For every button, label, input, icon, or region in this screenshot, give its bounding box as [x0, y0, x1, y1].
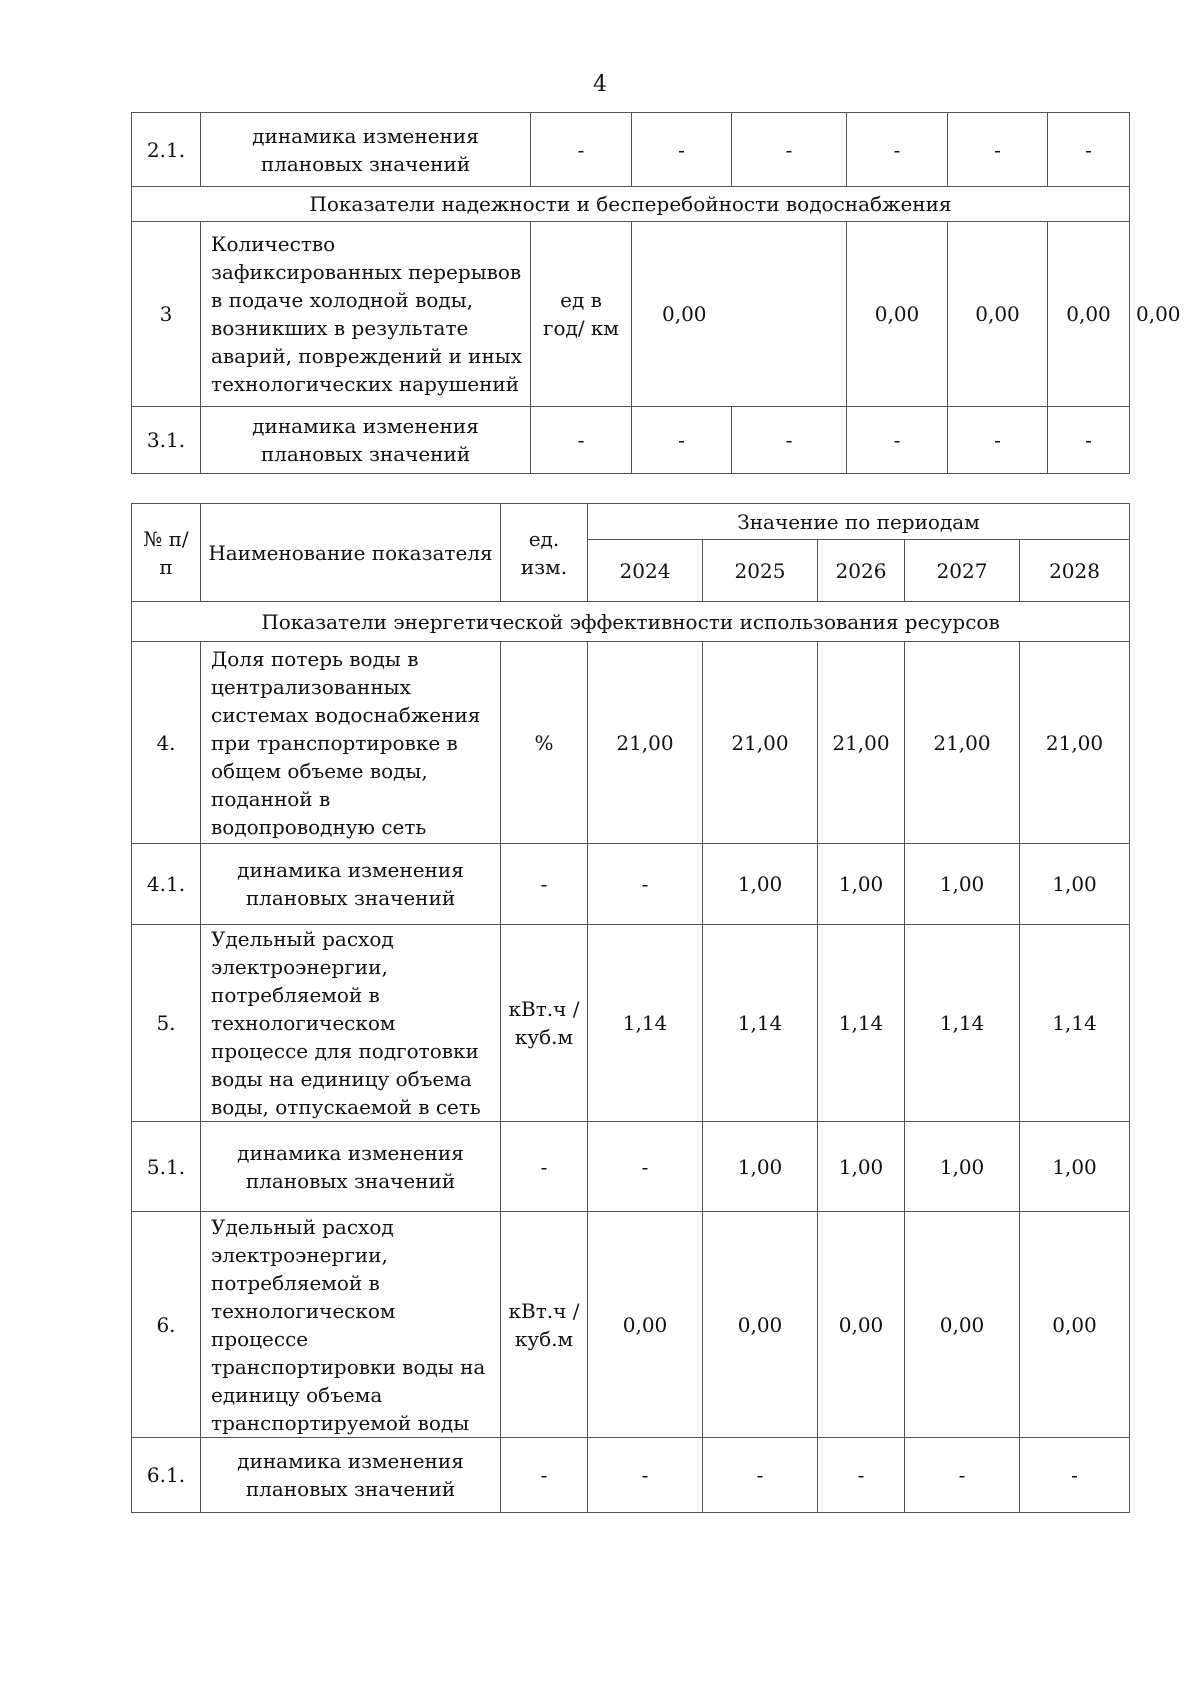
table-row [132, 925, 1130, 1122]
table-row [132, 113, 1130, 187]
value-cell: 1,14 [905, 925, 1020, 1122]
value-cell: - [732, 113, 847, 187]
indicator-name: Удельный расход электроэнергии, потребляемой в технологическом процессе для подготовки воды на единицу объема воды, отпускаемой в сеть [201, 925, 501, 1122]
value-cell: - [847, 113, 948, 187]
value-cell: - [703, 1438, 818, 1513]
row-number: 4.1. [132, 844, 201, 925]
table-row [132, 1122, 1130, 1212]
value-cell: 0,00 [847, 222, 948, 407]
value-cell: 21,00 [703, 642, 818, 844]
table-row [132, 642, 1130, 844]
value-cell: 21,00 [1020, 642, 1130, 844]
indicator-name: динамика изменения плановых значений [201, 407, 531, 474]
value-cell: 0,00 [818, 1212, 905, 1438]
table-row [132, 1438, 1130, 1513]
table-row: 3 Количество зафиксированных перерывов в подаче холодной воды, возникших в результате аварий, повреждений и иных технологических нарушений ед в год/ км 0,00 0,00 0,00 0,00 0,00 [132, 222, 1130, 407]
indicator-name: динамика изменения плановых значений [201, 1122, 501, 1212]
value-cell: - [1048, 407, 1130, 474]
row-number: 3.1. [132, 407, 201, 474]
value-cell: - [1020, 1438, 1130, 1513]
header-year: 2027 [905, 540, 1020, 602]
value-cell: - [732, 407, 847, 474]
energy-efficiency-table [131, 503, 1130, 1513]
table-row [132, 407, 1130, 474]
value-cell: 1,00 [1020, 1122, 1130, 1212]
value-cell: 0,00 [588, 1212, 703, 1438]
section-title: Показатели энергетической эффективности использования ресурсов [132, 602, 1130, 642]
value-cell: - [948, 113, 1048, 187]
row-number: 6.1. [132, 1438, 201, 1513]
section-title: Показатели надежности и бесперебойности водоснабжения [132, 187, 1130, 222]
indicator-name: Доля потерь воды в централизованных системах водоснабжения при транспортировке в общем объеме воды, поданной в водопроводную сеть [201, 642, 501, 844]
value-cell: 1,00 [703, 844, 818, 925]
row-number: 4. [132, 642, 201, 844]
header-year: 2028 [1020, 540, 1130, 602]
unit-cell: - [501, 844, 588, 925]
value-cell: 0,00 [703, 1212, 818, 1438]
value-cell: 1,00 [703, 1122, 818, 1212]
value-cell: - [632, 407, 732, 474]
unit-cell: кВт.ч / куб.м [501, 925, 588, 1122]
row-number: 5.1. [132, 1122, 201, 1212]
value-cell: - [818, 1438, 905, 1513]
row-number: 2.1. [132, 113, 201, 187]
value-cell: 0,00 [1020, 1212, 1130, 1438]
value-cell: 1,14 [588, 925, 703, 1122]
value-cell: 1,14 [703, 925, 818, 1122]
value-cell: 0,00 [632, 222, 847, 407]
indicators-table-continued [131, 112, 1181, 474]
indicator-name: Количество зафиксированных перерывов в подаче холодной воды, возникших в результате аварий, повреждений и иных технологических нарушений [201, 222, 531, 407]
value-cell: 1,00 [905, 1122, 1020, 1212]
unit-cell: ед в год/ км [531, 222, 632, 407]
value-cell: - [588, 844, 703, 925]
value-cell: 1,14 [818, 925, 905, 1122]
header-row [132, 504, 1130, 540]
table-row [132, 1212, 1130, 1438]
value-cell: - [588, 1122, 703, 1212]
value-cell: 0,00 [905, 1212, 1020, 1438]
value-cell: - [588, 1438, 703, 1513]
indicator-name: динамика изменения плановых значений [201, 113, 531, 187]
value-cell: 1,00 [818, 844, 905, 925]
row-number: 6. [132, 1212, 201, 1438]
header-year: 2025 [703, 540, 818, 602]
value-cell: - [847, 407, 948, 474]
value-cell: 21,00 [905, 642, 1020, 844]
unit-cell: % [501, 642, 588, 844]
unit-cell: - [501, 1122, 588, 1212]
section-row [132, 602, 1130, 642]
unit-cell: - [531, 407, 632, 474]
header-year: 2024 [588, 540, 703, 602]
value-cell: - [1048, 113, 1130, 187]
header-unit: ед. изм. [501, 504, 588, 602]
value-cell: 21,00 [818, 642, 905, 844]
row-number: 3 [132, 222, 201, 407]
value-cell: - [632, 113, 732, 187]
header-periods: Значение по периодам [588, 504, 1130, 540]
header-num: № п/п [132, 504, 201, 602]
header-year: 2026 [818, 540, 905, 602]
value-cell: - [948, 407, 1048, 474]
unit-cell: кВт.ч / куб.м [501, 1212, 588, 1438]
table-row [132, 844, 1130, 925]
section-row [132, 187, 1130, 222]
row-number: 5. [132, 925, 201, 1122]
value-cell: 21,00 [588, 642, 703, 844]
value-cell: - [905, 1438, 1020, 1513]
value-cell: 1,14 [1020, 925, 1130, 1122]
unit-cell: - [501, 1438, 588, 1513]
value-cell: 1,00 [905, 844, 1020, 925]
header-name: Наименование показателя [201, 504, 501, 602]
indicator-name: динамика изменения плановых значений [201, 1438, 501, 1513]
value-cell: 1,00 [818, 1122, 905, 1212]
value-cell: 1,00 [1020, 844, 1130, 925]
value-cell: 0,00 [1048, 222, 1130, 407]
unit-cell: - [531, 113, 632, 187]
indicator-name: Удельный расход электроэнергии, потребляемой в технологическом процессе транспортировки воды на единицу объема транспортируемой воды [201, 1212, 501, 1438]
value-cell: 0,00 [948, 222, 1048, 407]
page-number: 4 [593, 72, 607, 97]
indicator-name: динамика изменения плановых значений [201, 844, 501, 925]
